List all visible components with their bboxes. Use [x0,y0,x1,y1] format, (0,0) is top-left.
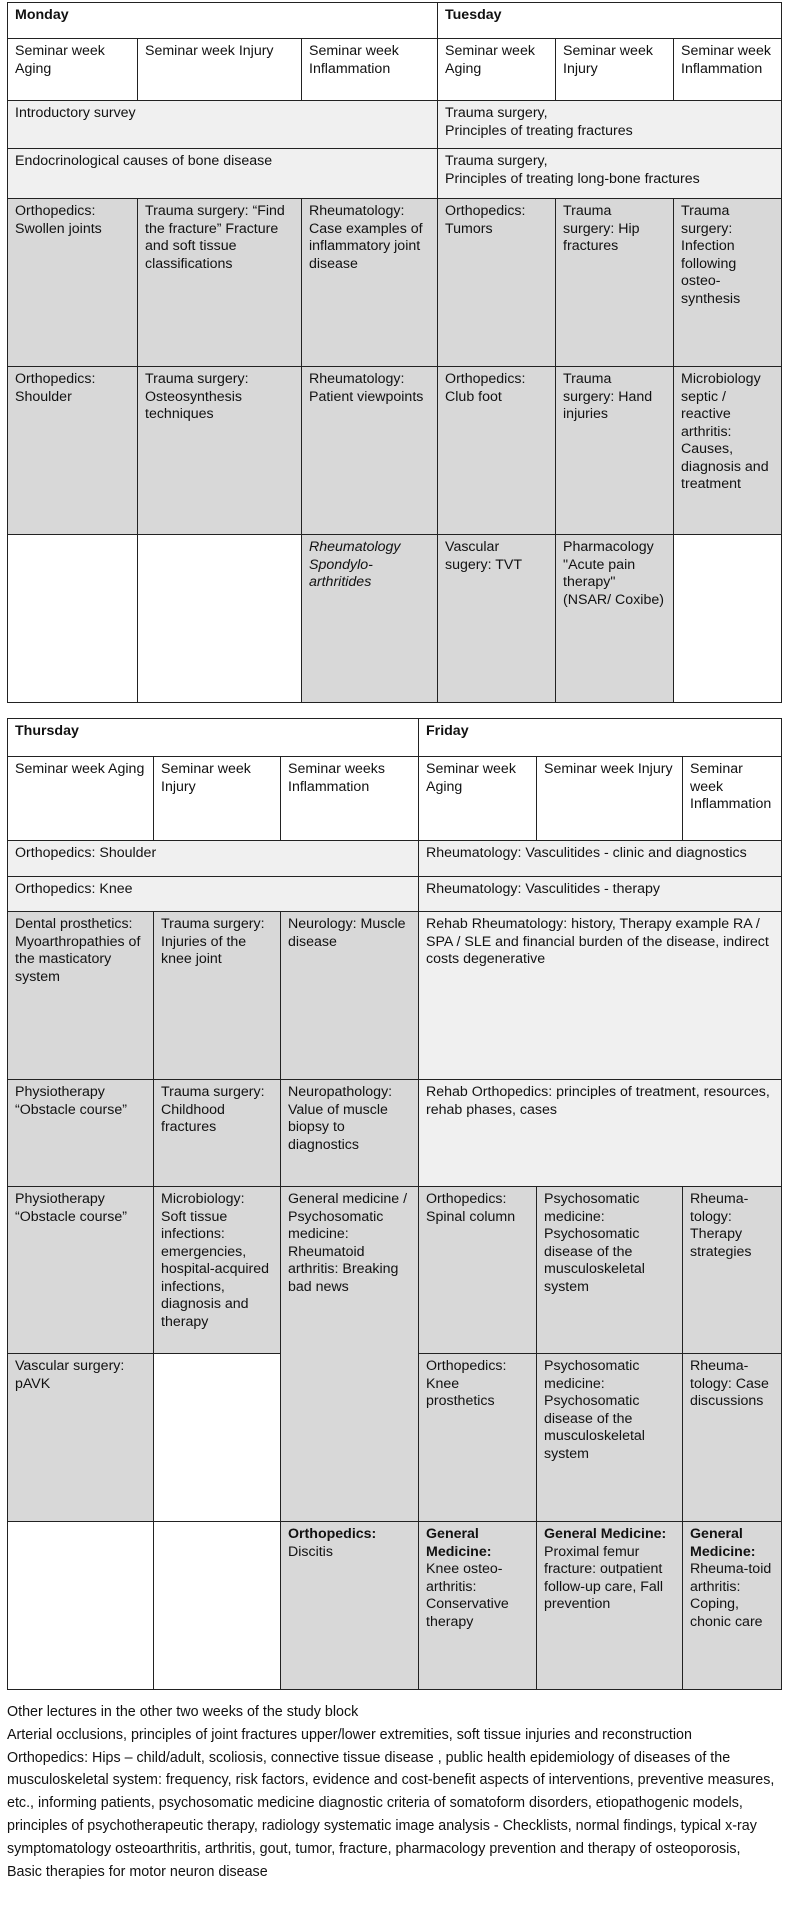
cell-heading: General Medicine: [544,1526,667,1542]
seminar-cell: Trauma surgery: Infection following osteo-synthesis [674,199,782,367]
empty-cell [8,1522,154,1690]
seminar-cell [419,1522,537,1690]
seminar-cell: Rheuma-tology: Therapy strategies [683,1187,782,1354]
empty-cell [674,535,782,703]
seminar-cell: Vascular surgery: pAVK [8,1354,154,1522]
thursday-friday-table [7,718,782,1690]
other-lectures-title: Other lectures in the other two weeks of the study block [7,1704,359,1720]
seminar-cell: Orthopedics: Shoulder [8,367,138,535]
tue-lecture-1-line2: Principles of treating fractures [445,122,633,139]
tue-col-inflammation: Seminar week Inflammation [674,39,782,101]
thu-col-inflammation: Seminar weeks Inflammation [281,757,419,841]
mon-col-inflammation: Seminar week Inflammation [302,39,438,101]
seminar-cell: Rheumatology Spondylo-arthritides [302,535,438,703]
thu-lecture-2: Orthopedics: Knee [8,877,419,912]
other-lectures-line: Arterial occlusions, principles of joint fractures upper/lower extremities, soft tissue injuries and reconstruction [7,1726,692,1743]
seminar-cell: Trauma surgery: Injuries of the knee joint [154,912,281,1080]
other-lectures-section [7,1701,777,1883]
tue-lecture-2 [438,149,782,199]
fri-lecture-2: Rheumatology: Vasculitides - therapy [419,877,782,912]
seminar-cell: Trauma surgery: Childhood fractures [154,1080,281,1187]
mon-col-injury: Seminar week Injury [138,39,302,101]
fri-col-injury: Seminar week Injury [537,757,683,841]
tue-lecture-1 [438,101,782,149]
tue-lecture-2-line2: Principles of treating long-bone fractures [445,170,700,187]
seminar-cell: Trauma surgery: Osteosynthesis techniques [138,367,302,535]
seminar-cell: Rheumatology: Case examples of inflammatory joint disease [302,199,438,367]
fri-lecture-1: Rheumatology: Vasculitides - clinic and diagnostics [419,841,782,877]
tue-lecture-2-line1: Trauma surgery, [445,153,548,169]
tue-lecture-1-line1: Trauma surgery, [445,105,548,121]
cell-heading: General Medicine: [690,1526,756,1560]
thu-lecture-1: Orthopedics: Shoulder [8,841,419,877]
day-header-thursday: Thursday [8,719,419,757]
seminar-cell: Neuropathology: Value of muscle biopsy to diagnostics [281,1080,419,1187]
thu-col-aging: Seminar week Aging [8,757,154,841]
seminar-cell: Orthopedics: Spinal column [419,1187,537,1354]
mon-lecture-2: Endocrinological causes of bone disease [8,149,438,199]
seminar-cell: Vascular sugery: TVT [438,535,556,703]
cell-text: Knee osteo-arthritis: Conservative therapy [426,1561,509,1630]
empty-cell [138,535,302,703]
day-header-monday: Monday [8,3,438,39]
seminar-cell: Dental prosthetics: Myoarthropathies of the masticatory system [8,912,154,1080]
seminar-cell: Trauma surgery: “Find the fracture” Fracture and soft tissue classifications [138,199,302,367]
seminar-cell: Rheumatology: Patient viewpoints [302,367,438,535]
mon-col-aging: Seminar week Aging [8,39,138,101]
seminar-cell: Microbiology: Soft tissue infections: emergencies, hospital-acquired infections, diagnosis and therapy [154,1187,281,1354]
thu-col-injury: Seminar week Injury [154,757,281,841]
monday-tuesday-table [7,2,782,703]
tue-col-aging: Seminar week Aging [438,39,556,101]
seminar-cell [281,1522,419,1690]
seminar-cell: Orthopedics: Club foot [438,367,556,535]
seminar-cell: Physiotherapy “Obstacle course” [8,1080,154,1187]
seminar-cell: Physiotherapy “Obstacle course” [8,1187,154,1354]
tue-col-injury: Seminar week Injury [556,39,674,101]
seminar-cell: Microbiology septic / reactive arthritis: Causes, diagnosis and treatment [674,367,782,535]
seminar-cell: General medicine / Psychosomatic medicine: Rheumatoid arthritis: Breaking bad news [281,1187,419,1522]
seminar-cell: Trauma surgery: Hip fractures [556,199,674,367]
seminar-cell [683,1522,782,1690]
seminar-cell: Orthopedics: Swollen joints [8,199,138,367]
seminar-cell: Orthopedics: Knee prosthetics [419,1354,537,1522]
fri-rehab-rheumatology: Rehab Rheumatology: history, Therapy example RA / SPA / SLE and financial burden of the disease, indirect costs degenerative [419,912,782,1080]
cell-text: Rheuma-toid arthritis: Coping, chonic care [690,1561,772,1630]
day-header-tuesday: Tuesday [438,3,782,39]
mon-lecture-1: Introductory survey [8,101,438,149]
seminar-cell: Orthopedics: Tumors [438,199,556,367]
seminar-cell: Rheuma-tology: Case discussions [683,1354,782,1522]
cell-heading: Orthopedics: [288,1526,377,1542]
other-lectures-line: Orthopedics: Hips – child/adult, scoliosis, connective tissue disease , public health epidemiology of diseases of the musculoskeletal system: frequency, risk factors, evidence and cost-benefit aspects of interventions, preventive measures, etc., informing patients, psychosomatic medicine diagnostic criteria of somatoform disorders, etiopathogenic models, principles of psychotherapeutic therapy, radiology systematic image analysis - Checklists, normal findings, typical x-ray symptomatology osteoarthritis, arthritis, gout, tumor, fracture, pharmacology prevention and therapy of osteoporosis, Basic therapies for motor neuron disease [7,1749,775,1880]
fri-rehab-orthopedics: Rehab Orthopedics: principles of treatment, resources, rehab phases, cases [419,1080,782,1187]
seminar-cell: Psychosomatic medicine: Psychosomatic disease of the musculoskeletal system [537,1354,683,1522]
fri-col-inflammation: Seminar week Inflammation [683,757,782,841]
seminar-cell: Trauma surgery: Hand injuries [556,367,674,535]
empty-cell [8,535,138,703]
empty-cell [154,1522,281,1690]
seminar-cell: Pharmacology "Acute pain therapy" (NSAR/ Coxibe) [556,535,674,703]
cell-text: Discitis [288,1543,333,1560]
seminar-cell: Neurology: Muscle disease [281,912,419,1080]
fri-col-aging: Seminar week Aging [419,757,537,841]
seminar-cell [537,1522,683,1690]
seminar-cell: Psychosomatic medicine: Psychosomatic disease of the musculoskeletal system [537,1187,683,1354]
cell-text: Proximal femur fracture: outpatient follow-up care, Fall prevention [544,1543,664,1612]
cell-heading: General Medicine: [426,1526,492,1560]
empty-cell [154,1354,281,1522]
day-header-friday: Friday [419,719,782,757]
